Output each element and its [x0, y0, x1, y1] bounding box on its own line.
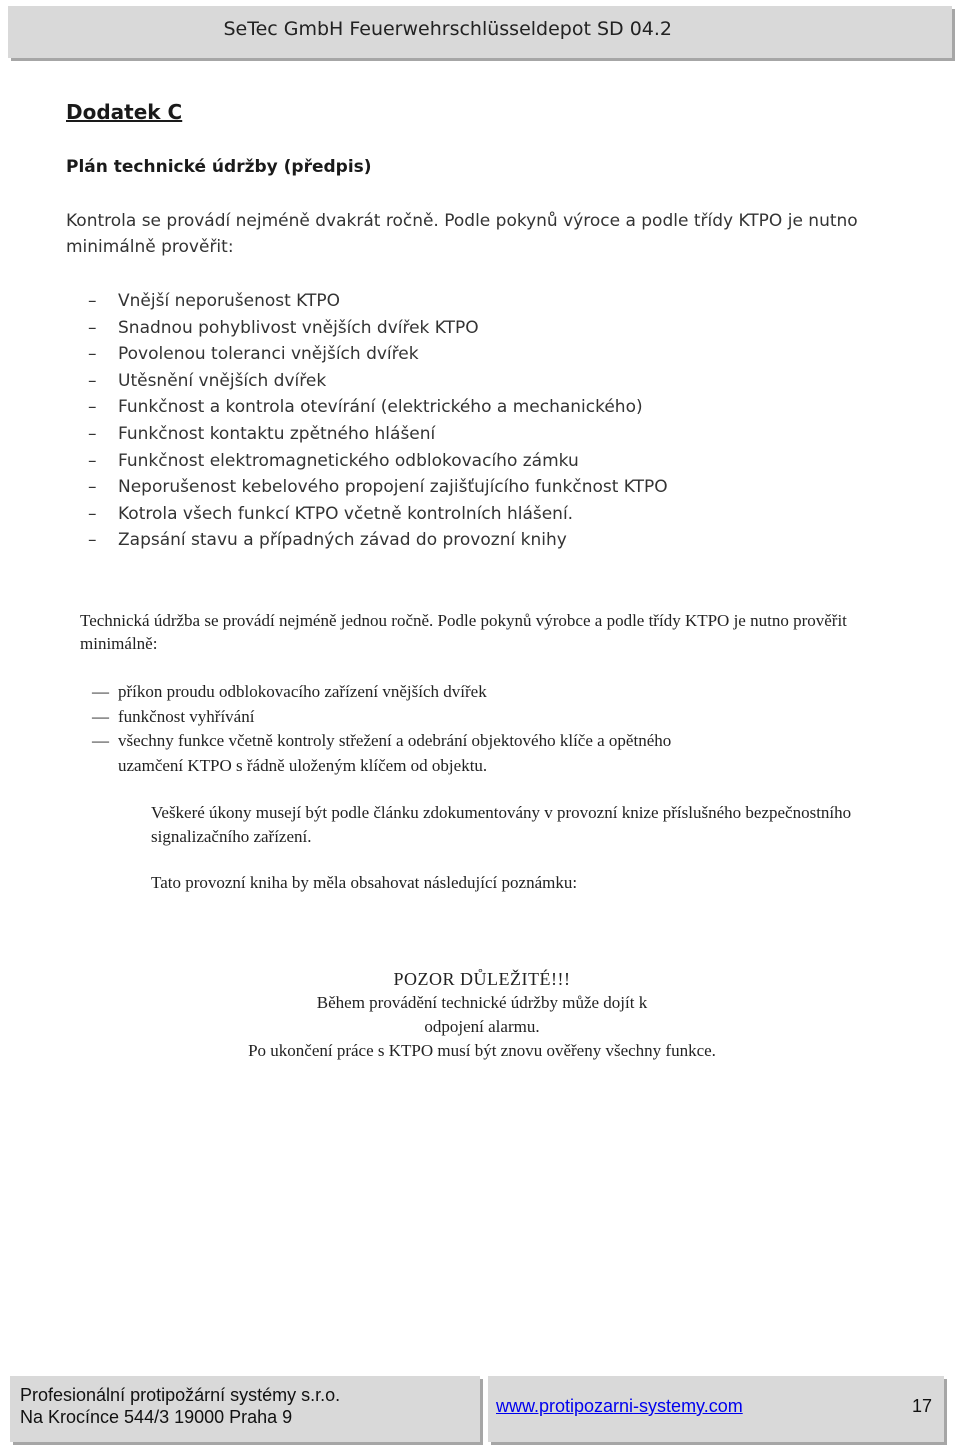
header-title: SeTec GmbH Feuerwehrschlüsseldepot SD 04.2	[223, 18, 672, 40]
list-item: — funkčnost vyhřívání	[92, 706, 255, 726]
list-item: – Snadnou pohyblivost vnějších dvířek KTPO	[88, 317, 479, 338]
list-item: – Funkčnost kontaktu zpětného hlášení	[88, 423, 436, 444]
intro-paragraph: Kontrola se provádí nejméně dvakrát ročně. Podle pokynů výroce a podle třídy KTPO je nutno minimálně prověřit:	[66, 211, 858, 257]
logbook-lead-in: Tato provozní kniha by měla obsahovat následující poznámku:	[151, 873, 578, 892]
section-heading: Dodatek C	[66, 100, 183, 124]
footer-website-link[interactable]: www.protipozarni-systemy.com	[496, 1396, 743, 1416]
footer-link-box	[488, 1376, 944, 1442]
list-item: — příkon proudu odblokovacího zařízení vnějších dvířek	[92, 682, 487, 701]
warning-note	[100, 967, 864, 1063]
maintenance-list	[92, 680, 671, 778]
warning-line: odpojení alarmu.	[424, 1017, 540, 1036]
warning-title: POZOR DŮLEŽITÉ!!!	[393, 969, 571, 989]
footer-address: Na Krocínce 544/3 19000 Praha 9	[20, 1407, 293, 1427]
list-item: – Povolenou toleranci vnějších dvířek	[88, 344, 419, 365]
list-item: – Vnější neporušenost KTPO	[88, 291, 341, 311]
list-item: – Kotrola všech funkcí KTPO včetně kontrolních hlášení.	[88, 503, 574, 524]
section-subheading: Plán technické údržby (předpis)	[66, 157, 372, 177]
list-item: – Neporušenost kebelového propojení zajišťujícího funkčnost KTPO	[88, 477, 668, 498]
warning-line: Během provádění technické údržby může dojít k	[316, 993, 648, 1012]
check-list	[88, 288, 668, 554]
footer-company: Profesionální protipožární systémy s.r.o.	[20, 1385, 341, 1405]
list-item: – Zapsání stavu a případných závad do provozní knihy	[88, 530, 567, 551]
page-number: 17	[911, 1396, 932, 1416]
list-item: — všechny funkce včetně kontroly střežení a odebrání objektového klíče a opětného	[92, 731, 672, 750]
footer-company-box	[10, 1376, 480, 1442]
list-item: – Funkčnost a kontrola otevírání (elektrického a mechanického)	[88, 397, 643, 418]
page-header	[8, 6, 952, 58]
list-item-continuation: uzamčení KTPO s řádně uloženým klíčem od objektu.	[118, 755, 488, 775]
documentation-note: Veškeré úkony musejí být podle článku zdokumentovány v provozní knize příslušného bezpečnostního signalizačního zařízení.	[151, 803, 852, 846]
list-item: – Utěsnění vnějších dvířek	[88, 370, 327, 391]
warning-line: Po ukončení práce s KTPO musí být znovu ověřeny všechny funkce.	[248, 1041, 716, 1060]
maintenance-paragraph: Technická údržba se provádí nejméně jednou ročně. Podle pokynů výrobce a podle třídy KTPO je nutno prověřit minimálně:	[80, 611, 847, 653]
list-item: – Funkčnost elektromagnetického odblokovacího zámku	[88, 450, 579, 471]
